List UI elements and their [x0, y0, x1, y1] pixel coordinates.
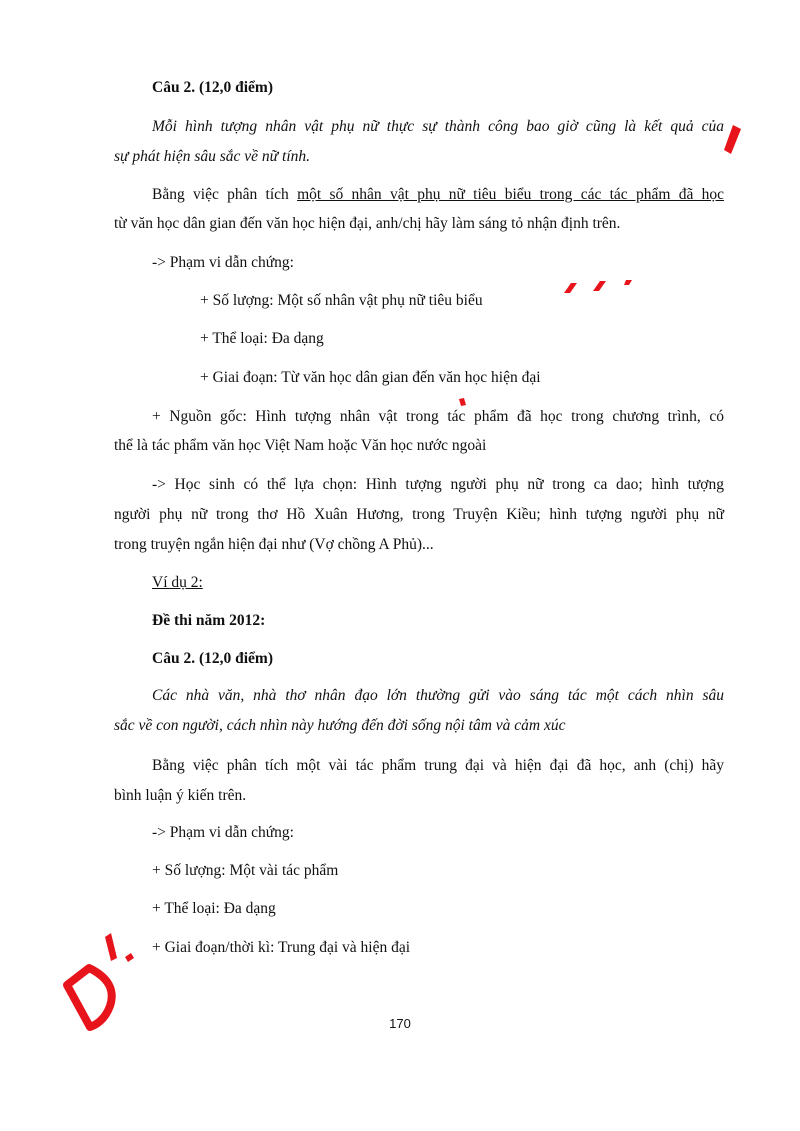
watermark-stroke: [105, 933, 117, 961]
scope-item: + Thể loại: Đa dạng: [152, 900, 276, 917]
body-line: + Nguồn gốc: Hình tượng nhân vật trong tác phẩm đã học trong chương trình, có: [152, 408, 724, 425]
prompt-line: từ văn học dân gian đến văn học hiện đại, anh/chị hãy làm sáng tỏ nhận định trên.: [114, 215, 621, 232]
watermark-stroke: [724, 125, 741, 154]
prompt-text: Bằng việc phân tích: [152, 186, 298, 203]
prompt-line: [152, 185, 724, 205]
quote-line: Các nhà văn, nhà thơ nhân đạo lớn thường gửi vào sáng tác một cách nhìn sâu: [152, 687, 724, 704]
scope-item: + Giai đoạn/thời kì: Trung đại và hiện đại: [152, 939, 411, 956]
quote-line: Mỗi hình tượng nhân vật phụ nữ thực sự thành công bao giờ cũng là kết quả của: [152, 118, 724, 135]
scope-item: + Giai đoạn: Từ văn học dân gian đến văn học hiện đại: [200, 369, 541, 386]
quote-line: sắc về con người, cách nhìn này hướng đến đời sống nội tâm và cảm xúc: [114, 717, 566, 734]
scope-heading: -> Phạm vi dẫn chứng:: [152, 824, 294, 841]
prompt-line: Bằng việc phân tích một vài tác phẩm trung đại và hiện đại đã học, anh (chị) hãy: [152, 757, 724, 774]
scope-item: + Số lượng: Một số nhân vật phụ nữ tiêu biểu: [200, 292, 483, 309]
watermark-stroke: [593, 281, 606, 291]
body-line: -> Học sinh có thể lựa chọn: Hình tượng người phụ nữ trong ca dao; hình tượng: [152, 476, 724, 493]
watermark-stroke: [125, 953, 134, 962]
scope-heading: -> Phạm vi dẫn chứng:: [152, 254, 294, 271]
quote-line: sự phát hiện sâu sắc về nữ tính.: [114, 148, 310, 165]
question-heading: Câu 2. (12,0 điểm): [152, 79, 273, 96]
body-line: trong truyện ngắn hiện đại như (Vợ chồng A Phủ)...: [114, 536, 434, 553]
prompt-underlined: một số nhân vật phụ nữ tiêu biểu trong các tác phẩm đã học: [297, 186, 724, 203]
example-heading: Ví dụ 2:: [152, 574, 203, 591]
body-line: thể là tác phẩm văn học Việt Nam hoặc Văn học nước ngoài: [114, 437, 487, 454]
page-number: 170: [389, 1016, 411, 1031]
prompt-line: bình luận ý kiến trên.: [114, 787, 247, 804]
watermark-stroke: [459, 398, 466, 406]
body-line: người phụ nữ trong thơ Hồ Xuân Hương, trong Truyện Kiều; hình tượng người phụ nữ: [114, 506, 724, 523]
scope-item: + Thể loại: Đa dạng: [200, 330, 324, 347]
watermark-stroke: [624, 280, 632, 285]
question-heading: Câu 2. (12,0 điểm): [152, 650, 273, 667]
scope-item: + Số lượng: Một vài tác phẩm: [152, 862, 339, 879]
exam-year-heading: Đề thi năm 2012:: [152, 612, 266, 629]
